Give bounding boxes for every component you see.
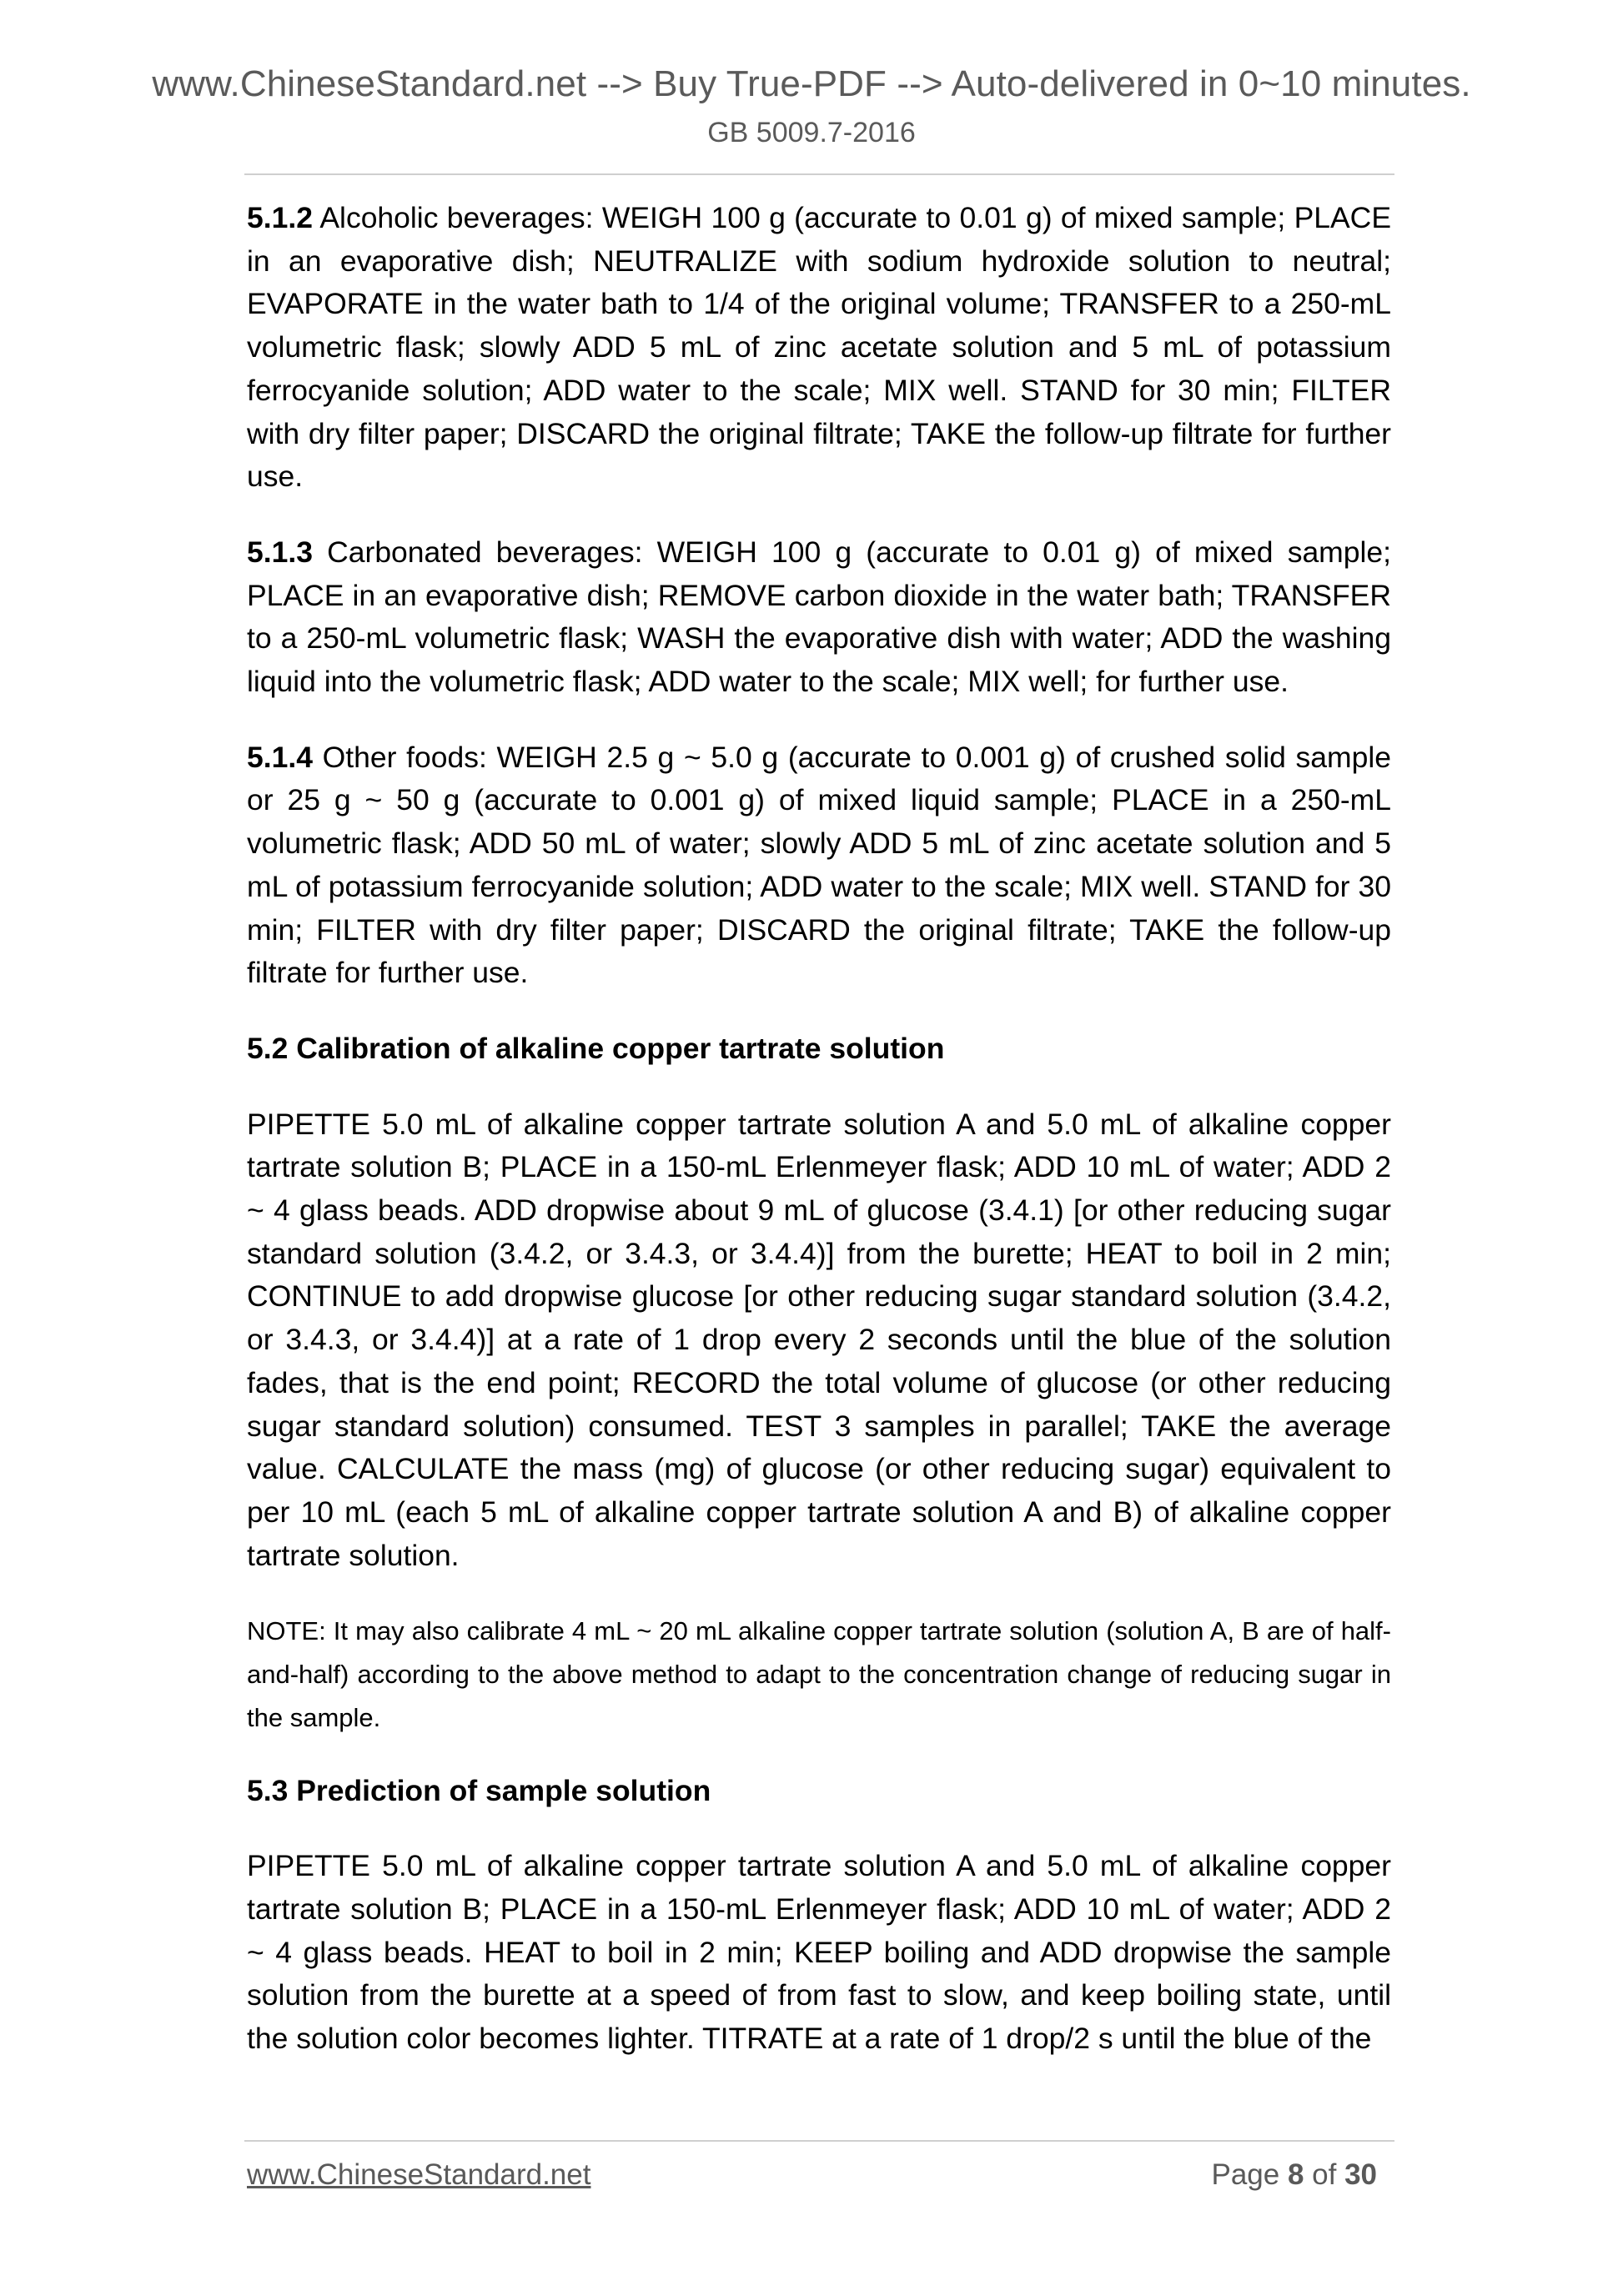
section-heading-5-3: 5.3 Prediction of sample solution xyxy=(247,1773,711,1807)
clause-5-3-body: PIPETTE 5.0 mL of alkaline copper tartrate solution A and 5.0 mL of alkaline copper tartrate solution B; PLACE in a 150-mL Erlenmeyer flask; ADD 10 mL of water; ADD 2 ~ 4 glass beads. HEAT to boil in 2 min; KEEP boiling and ADD dropwise the sample solution from the burette at a speed of from fast to slow, and keep boiling state, until the solution color becomes lighter. TITRATE at a rate of 1 drop/2 s until the blue of the xyxy=(247,1849,1391,2056)
page-prefix: Page xyxy=(1211,2158,1288,2191)
clause-5-2-body: PIPETTE 5.0 mL of alkaline copper tartrate solution A and 5.0 mL of alkaline copper tartrate solution B; PLACE in a 150-mL Erlenmeyer flask; ADD 10 mL of water; ADD 2 ~ 4 glass beads. ADD dropwise about 9 mL of glucose (3.4.1) [or other reducing sugar standard solution (3.4.2, or 3.4.3, or 3.4.4)] from the burette; HEAT to boil in 2 min; CONTINUE to add dropwise glucose [or other reducing sugar standard solution (3.4.2, or 3.4.3, or 3.4.4)] at a rate of 1 drop every 2 seconds until the blue of the solution fades, that is the end point; RECORD the total volume of glucose (or other reducing sugar standard solution) consumed. TEST 3 samples in parallel; TAKE the average value. CALCULATE the mass (mg) of glucose (or other reducing sugar) equivalent to per 10 mL (each 5 mL of alkaline copper tartrate solution A and B) of alkaline copper tartrate solution. xyxy=(247,1107,1391,1572)
clause-5-1-4 xyxy=(247,736,1391,995)
clause-text: Other foods: WEIGH 2.5 g ~ 5.0 g (accurate to 0.001 g) of crushed solid sample or 25 g ~ 50 g (accurate to 0.001 g) of mixed liquid sample; PLACE in a 250-mL volumetric flask; ADD 50 mL of water; slowly ADD 5 mL of zinc acetate solution and 5 mL of potassium ferrocyanide solution; ADD water to the scale; MIX well. STAND for 30 min; FILTER with dry filter paper; DISCARD the original filtrate; TAKE the follow-up filtrate for further use. xyxy=(247,740,1391,990)
clause-number: 5.1.3 xyxy=(247,535,313,569)
header-banner: www.ChineseStandard.net --> Buy True-PDF --> Auto-delivered in 0~10 minutes. xyxy=(152,63,1471,104)
page-content xyxy=(247,197,1391,2093)
header-divider xyxy=(244,173,1394,175)
clause-5-1-2 xyxy=(247,197,1391,499)
clause-number: 5.1.4 xyxy=(247,740,313,774)
clause-number: 5.1.2 xyxy=(247,201,313,234)
clause-5-1-3 xyxy=(247,531,1391,704)
page-of: of xyxy=(1304,2158,1345,2191)
footer-divider xyxy=(244,2140,1394,2142)
page-indicator xyxy=(1211,2158,1377,2192)
page-total: 30 xyxy=(1344,2158,1377,2191)
page-current: 8 xyxy=(1287,2158,1304,2191)
section-heading-5-2: 5.2 Calibration of alkaline copper tartrate solution xyxy=(247,1031,945,1065)
clause-text: Alcoholic beverages: WEIGH 100 g (accurate to 0.01 g) of mixed sample; PLACE in an evaporative dish; NEUTRALIZE with sodium hydroxide solution to neutral; EVAPORATE in the water bath to 1/4 of the original volume; TRANSFER to a 250-mL volumetric flask; slowly ADD 5 mL of zinc acetate solution and 5 mL of potassium ferrocyanide solution; ADD water to the scale; MIX well. STAND for 30 min; FILTER with dry filter paper; DISCARD the original filtrate; TAKE the follow-up filtrate for further use. xyxy=(247,201,1391,494)
note-5-2: NOTE: It may also calibrate 4 mL ~ 20 mL alkaline copper tartrate solution (solution A, B are of half-and-half) according to the above method to adapt to the concentration change of reducing sugar in the sample. xyxy=(247,1616,1391,1732)
footer-website-link[interactable]: www.ChineseStandard.net xyxy=(247,2158,591,2191)
clause-text: Carbonated beverages: WEIGH 100 g (accurate to 0.01 g) of mixed sample; PLACE in an evaporative dish; REMOVE carbon dioxide in the water bath; TRANSFER to a 250-mL volumetric flask; WASH the evaporative dish with water; ADD the washing liquid into the volumetric flask; ADD water to the scale; MIX well; for further use. xyxy=(247,535,1391,699)
document-number: GB 5009.7-2016 xyxy=(707,117,916,148)
